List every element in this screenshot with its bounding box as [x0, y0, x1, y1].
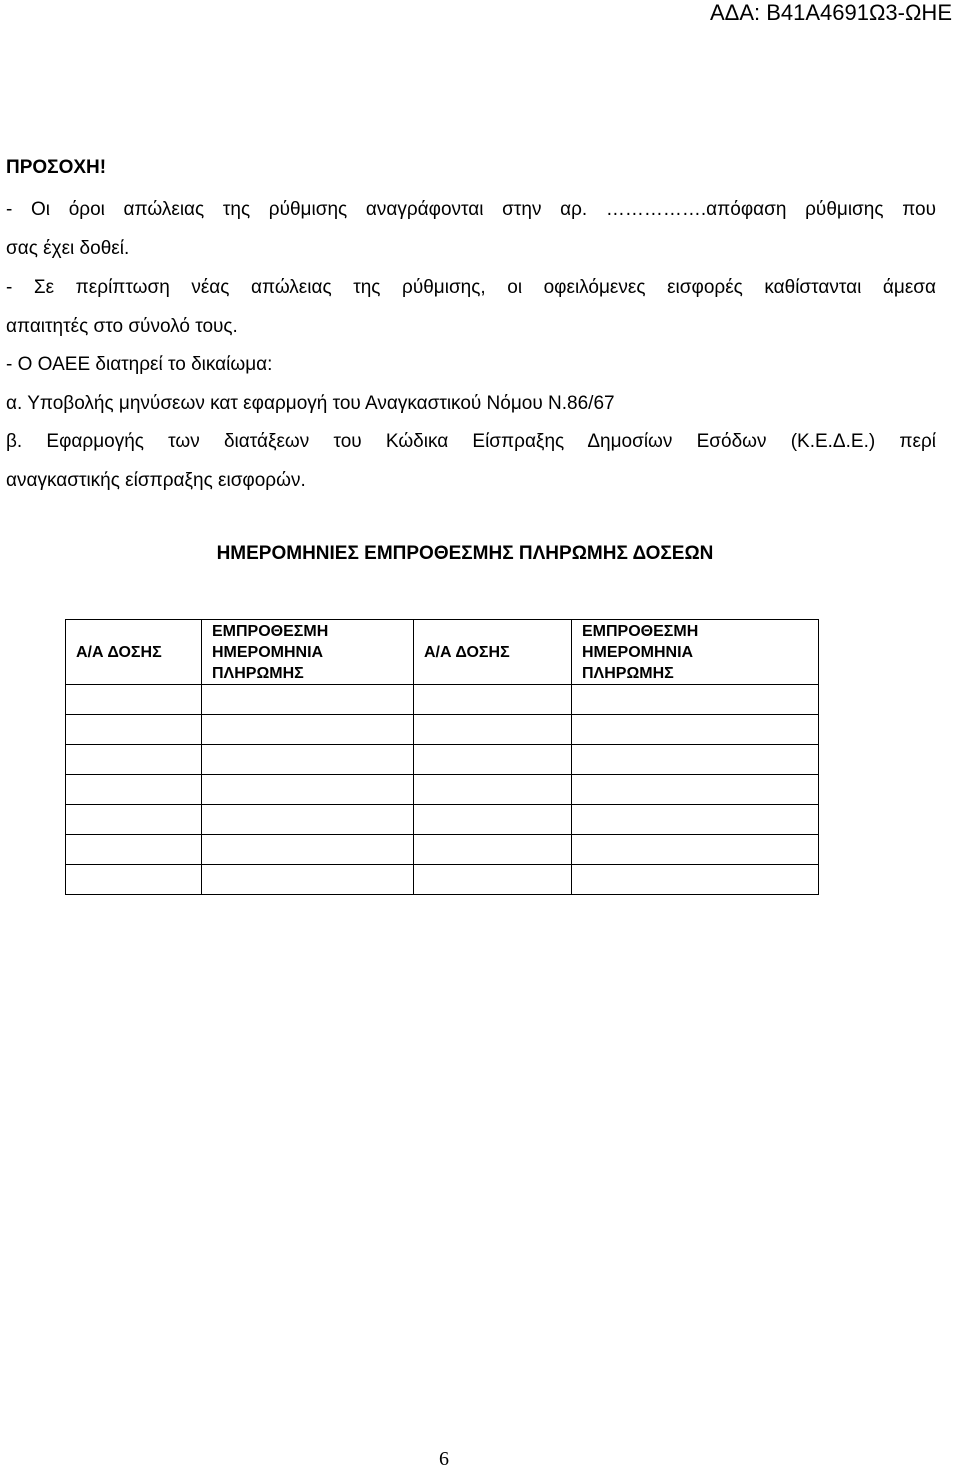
cell-installment-no — [66, 805, 202, 835]
cell-installment-no — [66, 745, 202, 775]
table-row — [66, 835, 819, 865]
cell-due-date — [202, 715, 414, 745]
notice-line-2: σας έχει δοθεί. — [6, 238, 130, 259]
table-row — [66, 775, 819, 805]
cell-due-date — [572, 745, 819, 775]
cell-installment-no — [414, 745, 572, 775]
cell-installment-no — [414, 865, 572, 895]
column-header-due-date: ΕΜΠΡΟΘΕΣΜΗ ΗΜΕΡΟΜΗΝΙΑ ΠΛΗΡΩΜΗΣ — [202, 620, 414, 685]
cell-due-date — [202, 865, 414, 895]
cell-installment-no — [414, 805, 572, 835]
notice-line-4: απαιτητές στο σύνολό τους. — [6, 316, 238, 337]
notice-line-1: - Οι όροι απώλειας της ρύθμισης αναγράφονται στην αρ. …………….απόφαση ρύθμισης που — [6, 199, 936, 220]
notice-line-6: α. Υποβολής μηνύσεων κατ εφαρμογή του Αναγκαστικού Νόμου Ν.86/67 — [6, 393, 615, 414]
table-row — [66, 745, 819, 775]
table-row — [66, 685, 819, 715]
cell-due-date — [572, 865, 819, 895]
cell-due-date — [202, 805, 414, 835]
cell-due-date — [202, 835, 414, 865]
cell-installment-no — [414, 775, 572, 805]
cell-due-date — [572, 805, 819, 835]
ada-code: ΑΔΑ: Β41Α4691Ω3-ΩΗΕ — [709, 0, 952, 25]
table-header-row — [66, 620, 819, 685]
table-body — [66, 685, 819, 895]
cell-due-date — [202, 685, 414, 715]
installment-schedule-table — [65, 619, 819, 895]
table-row — [66, 715, 819, 745]
column-header-installment-no: Α/Α ΔΟΣΗΣ — [66, 620, 202, 685]
cell-due-date — [572, 685, 819, 715]
notice-title: ΠΡΟΣΟΧΗ! — [6, 157, 107, 178]
notice-line-3: - Σε περίπτωση νέας απώλειας της ρύθμισης, οι οφειλόμενες εισφορές καθίστανται άμεσα — [6, 277, 936, 298]
cell-installment-no — [66, 865, 202, 895]
notice-line-7: β. Εφαρμογής των διατάξεων του Κώδικα Είσπραξης Δημοσίων Εσόδων (Κ.Ε.Δ.Ε.) περί — [6, 431, 936, 452]
notice-line-5: - Ο ΟΑΕΕ διατηρεί το δικαίωμα: — [6, 354, 273, 375]
table-row — [66, 865, 819, 895]
cell-installment-no — [414, 685, 572, 715]
cell-installment-no — [66, 835, 202, 865]
cell-installment-no — [66, 775, 202, 805]
cell-installment-no — [414, 835, 572, 865]
page-number: 6 — [439, 1448, 449, 1470]
cell-installment-no — [414, 715, 572, 745]
column-header-due-date: ΕΜΠΡΟΘΕΣΜΗ ΗΜΕΡΟΜΗΝΙΑ ΠΛΗΡΩΜΗΣ — [572, 620, 819, 685]
column-header-installment-no: Α/Α ΔΟΣΗΣ — [414, 620, 572, 685]
cell-due-date — [572, 715, 819, 745]
cell-due-date — [202, 745, 414, 775]
cell-installment-no — [66, 715, 202, 745]
schedule-heading: ΗΜΕΡΟΜΗΝΙΕΣ ΕΜΠΡΟΘΕΣΜΗΣ ΠΛΗΡΩΜΗΣ ΔΟΣΕΩΝ — [216, 543, 714, 564]
cell-due-date — [572, 835, 819, 865]
notice-line-8: αναγκαστικής είσπραξης εισφορών. — [6, 470, 306, 491]
cell-due-date — [202, 775, 414, 805]
cell-installment-no — [66, 685, 202, 715]
cell-due-date — [572, 775, 819, 805]
table-row — [66, 805, 819, 835]
